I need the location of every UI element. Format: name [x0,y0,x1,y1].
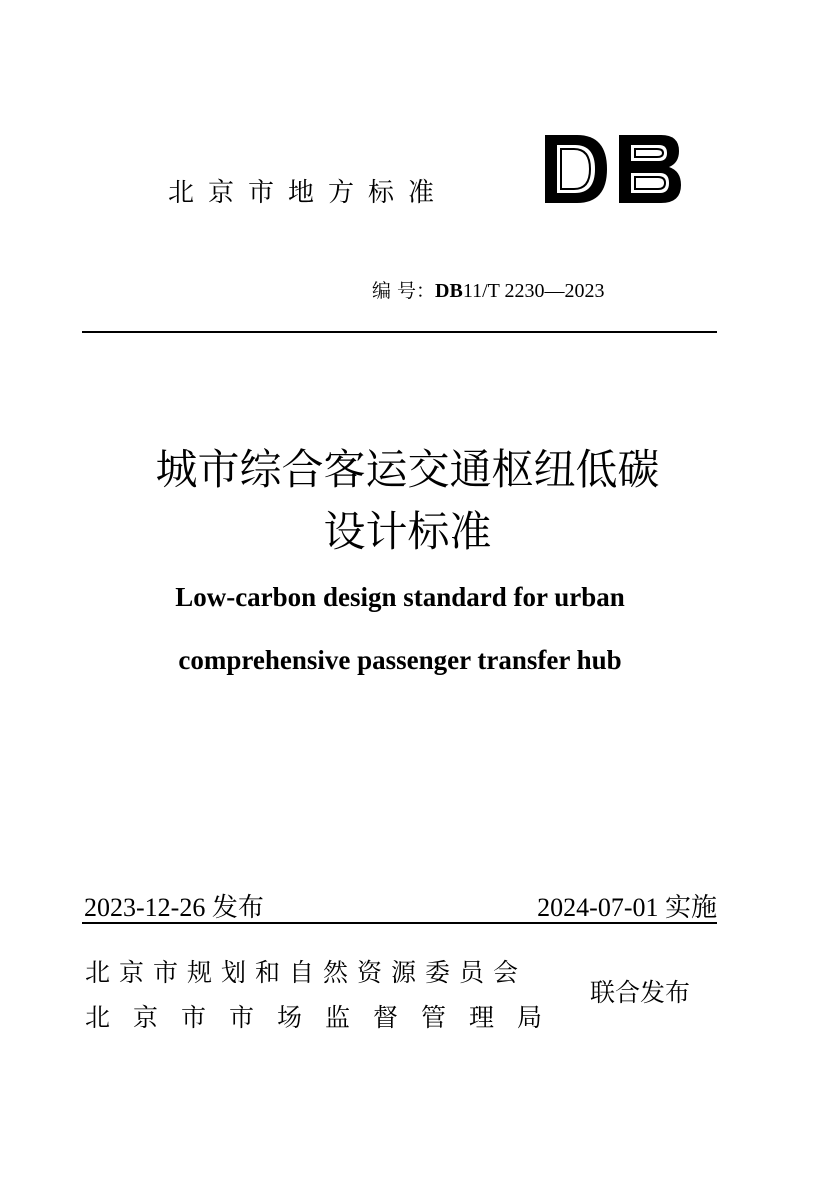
title-cn-line1: 城市综合客运交通枢纽低碳 [155,445,660,494]
title-en-line2: comprehensive passenger transfer hub [178,645,622,675]
code-label: 编 号： [372,280,436,302]
implementation-date: 2024-07-01 实施 [537,893,717,922]
top-divider [82,331,717,333]
bottom-divider [82,922,717,924]
joint-publication-label: 联合发布 [590,978,691,1007]
db-logo [543,133,683,205]
title-cn-line2: 设计标准 [323,507,492,556]
issue-date: 2023-12-26 发布 [84,893,264,922]
publisher-agency-2: 北京市市场监督管理局 [85,1003,566,1032]
standard-code [372,276,605,303]
title-en-line1: Low-carbon design standard for urban [175,582,625,612]
code-number: 11/T 2230—2023 [462,280,605,302]
standard-type-heading: 北京市地方标准 [168,178,449,208]
publisher-agency-1: 北京市规划和自然资源委员会 [85,958,528,987]
code-prefix: DB [435,280,463,302]
